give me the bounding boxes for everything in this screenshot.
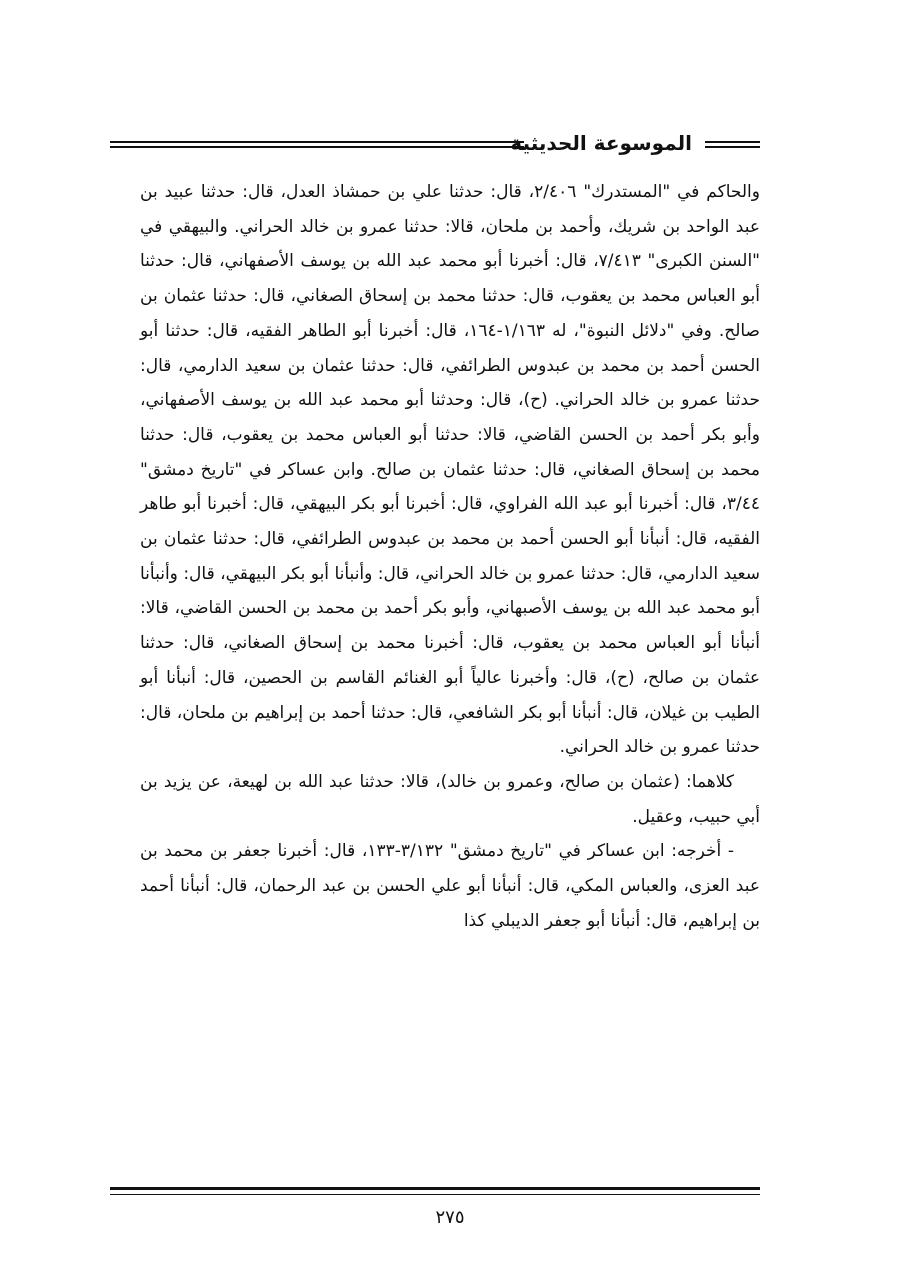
header-title: الموسوعة الحديثية	[510, 131, 692, 155]
running-header	[110, 128, 760, 162]
footer-rule	[110, 1187, 760, 1195]
header-rule-right	[705, 141, 760, 148]
paragraph-3: - أخرجه: ابن عساكر في "تاريخ دمشق" ٣/١٣٢-١٣٣، قال: أخبرنا جعفر بن محمد بن عبد العزى، والعباس المكي، قال: أنبأنا أبو علي الحسن بن عبد الرحمان، قال: أنبأنا أحمد بن إبراهيم، قال: أنبأنا أبو جعفر الديبلي كذا	[140, 841, 760, 931]
header-rule-left	[110, 141, 524, 148]
paragraph-1: والحاكم في "المستدرك" ٢/٤٠٦، قال: حدثنا علي بن حمشاذ العدل، قال: حدثنا عبيد بن عبد الواحد بن شريك، وأحمد بن ملحان، قالا: حدثنا عمرو بن خالد الحراني. والبيهقي في "السنن الكبرى" ٧/٤١٣، قال: أخبرنا أبو محمد عبد الله بن يوسف الأصفهاني، قال: حدثنا أبو العباس محمد بن يعقوب، قال: حدثنا محمد بن إسحاق الصغاني، قال: حدثنا عثمان بن صالح. وفي "دلائل النبوة"، له ١/١٦٣-١٦٤، قال: أخبرنا أبو الطاهر الفقيه، قال: حدثنا أبو الحسن أحمد بن محمد بن عبدوس الطرائفي، قال: حدثنا عثمان بن سعيد الدارمي، قال: حدثنا عمرو بن خالد الحراني. (ح)، قال: وحدثنا أبو محمد عبد الله بن يوسف الأصفهاني، وأبو بكر أحمد بن الحسن القاضي، قالا: حدثنا أبو العباس محمد بن يعقوب، قال: حدثنا محمد بن إسحاق الصغاني، قال: حدثنا عثمان بن صالح. وابن عساكر في "تاريخ دمشق" ٣/٤٤، قال: أخبرنا أبو عبد الله الفراوي، قال: أخبرنا أبو بكر البيهقي، قال: أخبرنا أبو طاهر الفقيه، قال: أنبأنا أبو الحسن أحمد بن محمد بن عبدوس الطرائفي، قال: حدثنا عثمان بن سعيد الدارمي، قال: حدثنا عمرو بن خالد الحراني، قال: وأنبأنا أبو بكر البيهقي، قال: وأنبأنا أبو محمد عبد الله بن يوسف الأصبهاني، وأبو بكر أحمد بن محمد بن الحسن القاضي، قالا: أنبأنا أبو العباس محمد بن يعقوب، قال: أخبرنا محمد بن إسحاق الصغاني، قال: حدثنا عثمان بن صالح، (ح)، قال: وأخبرنا عالياً أبو الغنائم القاسم بن الحصين، قال: أنبأنا أبو الطيب بن غيلان، قال: أنبأنا أبو بكر الشافعي، قال: حدثنا أحمد بن إبراهيم بن ملحان، قال: حدثنا عمرو بن خالد الحراني.	[140, 182, 760, 758]
page-number: ٢٧٥	[435, 1207, 465, 1228]
page-body	[140, 175, 760, 938]
paragraph-2: كلاهما: (عثمان بن صالح، وعمرو بن خالد)، قالا: حدثنا عبد الله بن لهيعة، عن يزيد بن أبي حبيب، وعقيل.	[140, 771, 760, 827]
